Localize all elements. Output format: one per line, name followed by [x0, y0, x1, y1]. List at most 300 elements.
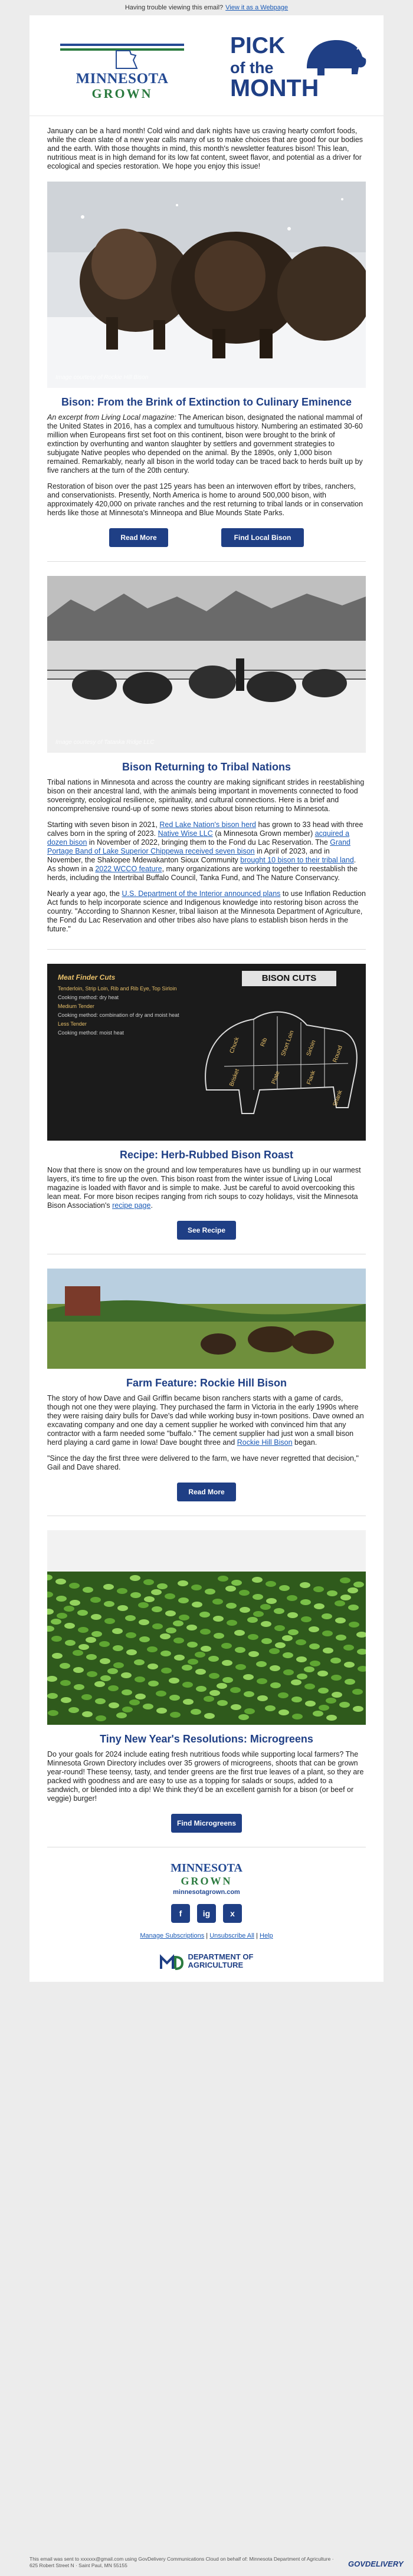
chart-title: BISON CUTS: [242, 971, 336, 986]
leaf-shape: [143, 1704, 153, 1709]
text: in November of 2022, bringing them to the Fond du Lac Reservation. The: [88, 838, 328, 846]
leaf-shape: [107, 1668, 118, 1674]
of-the-text: of the: [230, 59, 274, 77]
see-recipe-button[interactable]: See Recipe: [177, 1221, 236, 1240]
leaf-shape: [188, 1659, 198, 1665]
find-microgreens-button[interactable]: Find Microgreens: [171, 1814, 242, 1833]
leaf-shape: [309, 1643, 320, 1649]
leaf-shape: [205, 1589, 215, 1595]
leaf-shape: [78, 1627, 88, 1633]
farm-p2: "Since the day the first three were delivered to the farm, we have never regretted that decision," Gail and Dave shared.: [47, 1454, 359, 1471]
leaf-shape: [183, 1699, 194, 1705]
leaf-shape: [121, 1672, 132, 1678]
leaf-shape: [304, 1684, 315, 1689]
bison-snow-image: [47, 182, 366, 388]
leaf-shape: [323, 1648, 333, 1653]
leaf-shape: [322, 1613, 332, 1619]
leaf-shape: [96, 1715, 106, 1721]
preheader-text: Having trouble viewing this email?: [124, 4, 224, 11]
leaf-shape: [292, 1714, 303, 1719]
leaf-shape: [209, 1690, 220, 1696]
leaf-shape: [95, 1698, 106, 1704]
native-wise-link[interactable]: Native Wise LLC: [158, 829, 213, 838]
leaf-shape: [269, 1648, 280, 1654]
leaf-shape: [288, 1629, 299, 1635]
leaf-shape: [91, 1614, 101, 1620]
leaf-shape: [345, 1679, 355, 1685]
leaf-shape: [209, 1673, 219, 1679]
legend-item: Medium Tender: [58, 1003, 94, 1009]
leaf-shape: [109, 1702, 119, 1708]
leaf-shape: [304, 1666, 314, 1672]
header: [30, 15, 384, 116]
leaf-shape: [239, 1590, 250, 1596]
leaf-shape: [283, 1669, 294, 1675]
find-local-bison-button[interactable]: Find Local Bison: [221, 528, 304, 547]
leaf-shape: [217, 1700, 228, 1706]
leaf-shape: [69, 1583, 80, 1589]
rockie-hill-farm-image: [47, 1269, 366, 1369]
leaf-shape: [148, 1663, 158, 1669]
grand-portage-link[interactable]: Grand Portage Band of Lake Superior Chippewa received seven bison: [47, 838, 351, 855]
leaf-shape: [47, 1693, 58, 1699]
dept-line-2: AGRICULTURE: [188, 1961, 244, 1969]
leaf-shape: [300, 1599, 311, 1605]
instagram-icon[interactable]: ig: [197, 1904, 216, 1923]
leaf-shape: [165, 1593, 175, 1599]
leaf-shape: [274, 1608, 284, 1614]
leaf-shape: [235, 1647, 245, 1653]
leaf-shape: [48, 1710, 58, 1716]
text: The story of how Dave and Gail Griffin became bison ranchers starts with a game of cards, though not one they were playing. They purchased the farm in Victoria in the early 1990s where they were raising dairy bulls for Dave's dad while working busy in-town positions. Dave owned an excavating company and one day a cement supplier he worked with convinced him that any contractor with a farm needed some "buffalo." The cement supplier had just won a small bison herd playing a card game in Iowa! Dave bought three and: [47, 1394, 364, 1447]
leaf-shape: [221, 1643, 232, 1649]
legend-item: Cooking method: dry heat: [58, 994, 119, 1000]
leaf-shape: [218, 1576, 228, 1582]
leaf-shape: [64, 1606, 74, 1612]
leaf-shape: [65, 1640, 76, 1646]
read-more-button[interactable]: Read More: [109, 528, 168, 547]
leaf-shape: [344, 1662, 355, 1668]
view-webpage-link[interactable]: View it as a Webpage: [225, 4, 289, 11]
bison-history-p1-text: The American bison, designated the national mammal of the United States in 2016, has a complex and tumultuous history. Numbering an estimated 30-60 million when Europeans first set foot on this continent, bison were brought to the brink of extinction by overhunting and wanton slaughter by settlers and government strategies to subjugate Native peoples who depended on the animal. By the 1890s, only 1,000 bison remained. Remarkably, nearly all bison in the world today can be traced back to herds built up by five ranchers at the turn of the 20th century.: [47, 413, 363, 475]
leaf-shape: [287, 1612, 298, 1618]
mda-logo[interactable]: [30, 1952, 384, 1970]
leaf-shape: [339, 1702, 350, 1708]
logo-text-2: GROWN: [91, 86, 153, 101]
leaf-shape: [340, 1595, 351, 1600]
acquired-bison-link[interactable]: acquired a dozen bison: [47, 829, 350, 846]
leaf-shape: [165, 1610, 176, 1616]
leaf-shape: [57, 1613, 67, 1619]
legend-item: Cooking method: moist heat: [58, 1030, 124, 1036]
leaf-shape: [104, 1601, 114, 1607]
interior-link[interactable]: U.S. Department of the Interior announced plans: [122, 890, 281, 898]
cut-label: Shank: [332, 1089, 344, 1108]
leaf-shape: [195, 1669, 206, 1675]
leaf-shape: [252, 1577, 263, 1583]
unsubscribe-all-link[interactable]: Unsubscribe All: [209, 1932, 255, 1939]
leaf-shape: [94, 1681, 105, 1687]
leaf-shape: [234, 1630, 245, 1636]
leaf-shape: [100, 1675, 111, 1681]
leaf-shape: [74, 1684, 84, 1690]
leaf-shape: [52, 1653, 63, 1659]
leaf-shape: [147, 1646, 158, 1652]
leaf-shape: [130, 1575, 140, 1581]
pick-text: PICK: [230, 33, 286, 58]
leaf-shape: [327, 1590, 337, 1596]
leaf-shape: [244, 1708, 255, 1714]
section-title-recipe: Recipe: Herb-Rubbed Bison Roast: [119, 1149, 294, 1161]
cut-label: Sirloin: [305, 1039, 317, 1058]
leaf-shape: [244, 1691, 254, 1697]
shakopee-link[interactable]: brought 10 bison to their tribal land: [240, 856, 354, 864]
leaf-shape: [278, 1692, 289, 1698]
leaf-shape: [331, 1675, 342, 1681]
leaf-shape: [126, 1649, 137, 1655]
bison-silhouette: [189, 990, 366, 1137]
leaf-shape: [200, 1629, 211, 1635]
leaf-shape: [318, 1688, 329, 1694]
leaf-shape: [151, 1589, 162, 1595]
leaf-shape: [225, 1586, 236, 1592]
leaf-shape: [61, 1697, 71, 1703]
leaf-shape: [348, 1605, 359, 1610]
leaf-shape: [353, 1582, 364, 1587]
section-title-bison-history: Bison: From the Brink of Extinction to Culinary Eminence: [61, 396, 352, 408]
leaf-shape: [261, 1621, 271, 1627]
wcco-link[interactable]: 2022 WCCO feature: [95, 865, 162, 873]
bison-cuts-chart: [47, 964, 366, 1141]
leaf-shape: [301, 1616, 312, 1622]
text: Starting with seven bison in 2021,: [47, 821, 158, 829]
leaf-shape: [270, 1665, 280, 1671]
pick-of-the-month-title: [230, 33, 372, 104]
leaf-shape: [103, 1584, 114, 1590]
leaf-shape: [340, 1577, 350, 1583]
section-title-farm-feature: Farm Feature: Rockie Hill Bison: [126, 1377, 287, 1389]
leaf-shape: [283, 1652, 293, 1658]
leaf-shape: [113, 1662, 124, 1668]
legend-list: [58, 985, 185, 1038]
leaf-shape: [99, 1641, 110, 1647]
leaf-shape: [60, 1680, 71, 1686]
leaf-shape: [117, 1605, 128, 1611]
leaf-shape: [196, 1686, 206, 1692]
leaf-shape: [313, 1586, 324, 1592]
legend-item: Less Tender: [58, 1021, 87, 1027]
leaf-shape: [87, 1671, 97, 1677]
farm-read-more-button[interactable]: Read More: [177, 1483, 236, 1501]
leaf-shape: [116, 1712, 127, 1718]
footer: [30, 1847, 384, 1982]
leaf-shape: [265, 1705, 276, 1711]
leaf-shape: [55, 1579, 66, 1585]
leaf-shape: [335, 1618, 346, 1623]
social-icons: [30, 1904, 384, 1923]
bison-history-p1: [47, 413, 366, 475]
leaf-shape: [60, 1663, 70, 1669]
leaf-shape: [214, 1633, 224, 1639]
leaf-shape: [186, 1625, 197, 1630]
leaf-shape: [256, 1661, 267, 1667]
text: Nearly a year ago, the: [47, 890, 120, 898]
text: has grown to 33 head with three calves born in the spring of 2023.: [47, 821, 363, 838]
leaf-shape: [191, 1709, 201, 1715]
leaf-shape: [240, 1607, 250, 1613]
leaf-shape: [199, 1612, 210, 1618]
microgreens-image: [47, 1530, 366, 1725]
leaf-shape: [157, 1583, 168, 1589]
leaf-shape: [178, 1597, 189, 1603]
leaf-shape: [222, 1677, 233, 1683]
legend-item: Cooking method: combination of dry and moist heat: [58, 1012, 179, 1018]
text: began.: [294, 1438, 317, 1447]
leaf-shape: [81, 1694, 92, 1700]
leaf-shape: [134, 1659, 145, 1665]
leaf-shape: [349, 1622, 359, 1628]
leaf-shape: [275, 1642, 286, 1648]
intro-text: January can be a hard month! Cold wind and dark nights have us craving hearty comfort foods, while the clean slate of a new year calls many of us to make choices that are good for our bodies and the earth. With those thoughts in mind, this month's newsletter features bison! This lean, nutritious meat is in high demand for its low fat content, sweet flavor, and potential as a driver for ecological and species restoration. We hope you enjoy this issue!: [47, 127, 363, 170]
leaf-shape: [332, 1692, 342, 1698]
leaf-shape: [343, 1645, 354, 1651]
leaf-shape: [70, 1600, 80, 1606]
subscription-links: Manage Subscriptions | Unsubscribe All | Help: [140, 1932, 273, 1939]
leaf-shape: [330, 1658, 341, 1663]
leaf-shape: [201, 1646, 211, 1652]
month-text: MONTH: [230, 74, 319, 101]
leaf-shape: [130, 1592, 141, 1598]
leaf-shape: [270, 1682, 281, 1688]
leaf-shape: [287, 1595, 297, 1601]
leaf-shape: [248, 1634, 258, 1640]
bison-history-p2: Restoration of bison over the past 125 years has been an interwoven effort by tribes, ranchers, and conservationists. Presently, North America is home to around 500,000 bison, with approximately 420,000 on private ranches and the rest returning to tribal lands or in conservation herds like those at Minnesota's Minneopa and Blue Mounds State Parks.: [47, 482, 363, 517]
leaf-shape: [117, 1588, 127, 1594]
leaf-shape: [104, 1618, 115, 1624]
leaf-shape: [305, 1701, 316, 1707]
mda-mark-icon: [160, 1952, 183, 1970]
leaf-shape: [178, 1580, 188, 1586]
leaf-shape: [160, 1651, 171, 1656]
legal-footer: [0, 2551, 413, 2576]
tribal-p3: [47, 890, 366, 934]
leaf-shape: [314, 1603, 324, 1609]
leaf-shape: [91, 1631, 102, 1637]
leaf-shape: [204, 1696, 214, 1702]
leaf-shape: [310, 1661, 320, 1666]
leaf-shape: [152, 1623, 163, 1629]
leaf-shape: [156, 1708, 167, 1714]
leaf-shape: [68, 1707, 79, 1713]
leaf-shape: [169, 1695, 180, 1701]
leaf-shape: [182, 1665, 192, 1671]
leaf-shape: [300, 1582, 310, 1588]
leaf-shape: [125, 1615, 136, 1621]
leaf-shape: [336, 1635, 346, 1641]
cut-label: Chuck: [228, 1036, 241, 1055]
leaf-shape: [170, 1712, 181, 1718]
leaf-shape: [139, 1619, 149, 1625]
leaf-shape: [248, 1651, 259, 1657]
leaf-shape: [208, 1656, 219, 1662]
legend-item: Tenderloin, Strip Loin, Rib and Rib Eye, Top Sirloin: [58, 986, 177, 991]
leaf-shape: [257, 1678, 267, 1684]
cut-label: Flank: [306, 1069, 317, 1086]
cut-label: Plate: [270, 1070, 281, 1085]
leaf-shape: [326, 1715, 337, 1721]
leaf-shape: [353, 1706, 363, 1712]
leaf-shape: [227, 1620, 237, 1626]
leaf-shape: [226, 1603, 237, 1609]
leaf-shape: [173, 1638, 184, 1643]
leaf-shape: [238, 1714, 249, 1720]
leaf-shape: [257, 1695, 268, 1701]
recipe-page-link[interactable]: recipe page: [112, 1201, 151, 1210]
leaf-shape: [173, 1620, 183, 1626]
leaf-shape: [138, 1602, 149, 1608]
leaf-shape: [291, 1697, 302, 1702]
leaf-shape: [64, 1623, 75, 1629]
leaf-shape: [77, 1610, 88, 1616]
leaf-shape: [73, 1650, 83, 1656]
cut-label: Brisket: [228, 1068, 241, 1088]
text: in April of 2023, and in November, the Shakopee Mdewakanton Sioux Community: [47, 847, 330, 864]
leaf-shape: [212, 1599, 223, 1605]
text: .: [150, 1201, 153, 1210]
text: Now that there is snow on the ground and low temperatures have us bundling up in our warmest layers, it's time to fire up the oven. This bison roast from the winter issue of Living Local magazine is loaded with flavor and is simple to make. Just be careful to avoid overcooking this lean meat. For more bison recipes ranging from rich soups to cozy holidays, visit the Minnesota Bison Association's: [47, 1166, 361, 1210]
rockie-hill-link[interactable]: Rockie Hill Bison: [237, 1438, 293, 1447]
text: (a Minnesota Grown member): [215, 829, 313, 838]
leaf-shape: [160, 1633, 171, 1639]
leaf-shape: [179, 1615, 189, 1620]
leaf-shape: [352, 1689, 363, 1695]
leaf-shape: [235, 1664, 246, 1670]
leaf-shape: [260, 1604, 271, 1610]
text: . As shown in a: [47, 856, 356, 873]
leaf-shape: [274, 1625, 285, 1631]
leaf-shape: [326, 1698, 336, 1704]
govdelivery-logo[interactable]: GOVDELIVERY: [348, 2559, 404, 2568]
section-title-tribal-nations: Bison Returning to Tribal Nations: [122, 761, 291, 773]
leaf-shape: [135, 1694, 146, 1699]
cut-label: Round: [332, 1045, 344, 1063]
leaf-shape: [83, 1587, 93, 1593]
leaf-shape: [112, 1628, 123, 1634]
leaf-shape: [122, 1689, 132, 1695]
leaf-shape: [129, 1699, 140, 1705]
leaf-shape: [213, 1616, 224, 1622]
leaf-shape: [143, 1579, 154, 1585]
footer-logo-text-2[interactable]: GROWN: [181, 1875, 232, 1887]
legend-title: Meat Finder Cuts: [58, 973, 116, 981]
leaf-shape: [231, 1704, 241, 1710]
leaf-shape: [319, 1705, 329, 1711]
leaf-shape: [90, 1597, 101, 1603]
microgreens-p1: Do your goals for 2024 include eating fresh nutritious foods while supporting local farmers? The Minnesota Grown Directory includes over 35 growers of microgreens, shoots that can be grown year-round! These teensy, tasty, and tender greens are the first true leaves of a plant, so they are packed with goodness and are easy to use as a topping for salads or soups, added to a sandwich, or blended into a dip! We think they'd be an excellent garnish for a bison (or beef or veggie) burger!: [47, 1750, 364, 1803]
leaf-shape: [266, 1598, 277, 1604]
leaf-shape: [113, 1645, 123, 1651]
leaf-shape: [148, 1681, 159, 1686]
leaf-shape: [317, 1671, 328, 1676]
legal-text: This email was sent to xxxxxx@gmail.com using GovDelivery Communications Cloud on behalf of: Minnesota Department of Agriculture · 625 Robert Street N · Saint Paul, MN 55155: [30, 2556, 334, 2568]
leaf-shape: [152, 1606, 162, 1612]
leaf-shape: [247, 1617, 258, 1623]
leaf-shape: [222, 1660, 232, 1666]
farm-p1: [47, 1394, 366, 1447]
leaf-shape: [195, 1652, 205, 1658]
red-lake-link[interactable]: Red Lake Nation's bison herd: [159, 821, 257, 829]
tribal-p1: Tribal nations in Minnesota and across the country are making significant strides in reestablishing bison on their ancestral land, with the animals being important in movements connected to food sovereignty, ecological resilience, spirituality, and cultural connections. Here is a brief and noncomprehensive round-up of some news stories about bison returning to Minnesota.: [47, 778, 365, 813]
leaf-shape: [243, 1674, 254, 1680]
leaf-shape: [191, 1585, 202, 1590]
image-caption: Image courtesy of Rockie Hill Bison: [55, 374, 149, 381]
footer-url[interactable]: minnesotagrown.com: [173, 1889, 240, 1896]
excerpt-label: An excerpt from Living Local magazine:: [47, 413, 176, 421]
text: to use Inflation Reduction Act funds to help incorporate science and Indigenous knowledge into restoring bison across the country. "According to Shannon Kesner, tribal liaison at the Minnesota Department of Agriculture, the Fond du Lac Reservation and other tribes also have plans to establish bison herds in the future.": [47, 890, 366, 933]
manage-subscriptions-link[interactable]: Manage Subscriptions: [140, 1932, 205, 1939]
leaf-shape: [261, 1638, 272, 1644]
leaf-shape: [335, 1600, 345, 1606]
footer-logo-text-1[interactable]: MINNESOTA: [171, 1862, 242, 1875]
leaf-shape: [291, 1679, 301, 1685]
leaf-shape: [166, 1628, 176, 1633]
leaf-shape: [139, 1636, 150, 1642]
leaf-shape: [73, 1667, 84, 1673]
facebook-icon[interactable]: f: [171, 1904, 190, 1923]
leaf-shape: [282, 1635, 293, 1641]
leaf-shape: [297, 1674, 307, 1679]
email-body: [30, 15, 384, 1982]
leaf-shape: [230, 1687, 241, 1693]
leaf-shape: [51, 1619, 61, 1625]
leaf-shape: [78, 1644, 89, 1650]
leaf-shape: [122, 1707, 133, 1712]
leaf-shape: [204, 1713, 215, 1719]
leaf-shape: [169, 1678, 179, 1684]
leaf-shape: [56, 1596, 67, 1602]
leaf-shape: [348, 1587, 358, 1593]
dept-line-1: DEPARTMENT OF: [188, 1952, 254, 1961]
leaf-shape: [161, 1668, 172, 1674]
leaf-shape: [231, 1580, 242, 1586]
help-link[interactable]: Help: [260, 1932, 273, 1939]
leaf-shape: [108, 1685, 119, 1691]
leaf-shape: [126, 1632, 136, 1638]
state-outline-icon: [60, 48, 184, 72]
leaf-shape: [313, 1711, 323, 1717]
leaf-shape: [253, 1594, 263, 1600]
leaf-shape: [182, 1682, 193, 1688]
leaf-shape: [86, 1637, 96, 1643]
x-icon[interactable]: x: [223, 1904, 242, 1923]
leaf-shape: [296, 1656, 307, 1662]
leaf-shape: [187, 1642, 198, 1648]
leaf-shape: [82, 1711, 93, 1717]
leaf-shape: [266, 1581, 276, 1587]
leaf-shape: [217, 1683, 227, 1689]
tribal-p2: [47, 821, 366, 882]
leaf-shape: [86, 1654, 97, 1660]
cut-label: Rib: [259, 1037, 269, 1048]
bison-herd-image: [47, 576, 366, 753]
logo-text-1: MINNESOTA: [76, 71, 169, 87]
leaf-shape: [144, 1596, 155, 1602]
cut-label: Short Loin: [280, 1029, 296, 1058]
section-title-microgreens: Tiny New Year's Resolutions: Microgreens: [100, 1733, 313, 1745]
leaf-shape: [174, 1655, 185, 1661]
leaf-shape: [279, 1585, 290, 1591]
minnesota-grown-logo[interactable]: [60, 35, 184, 100]
